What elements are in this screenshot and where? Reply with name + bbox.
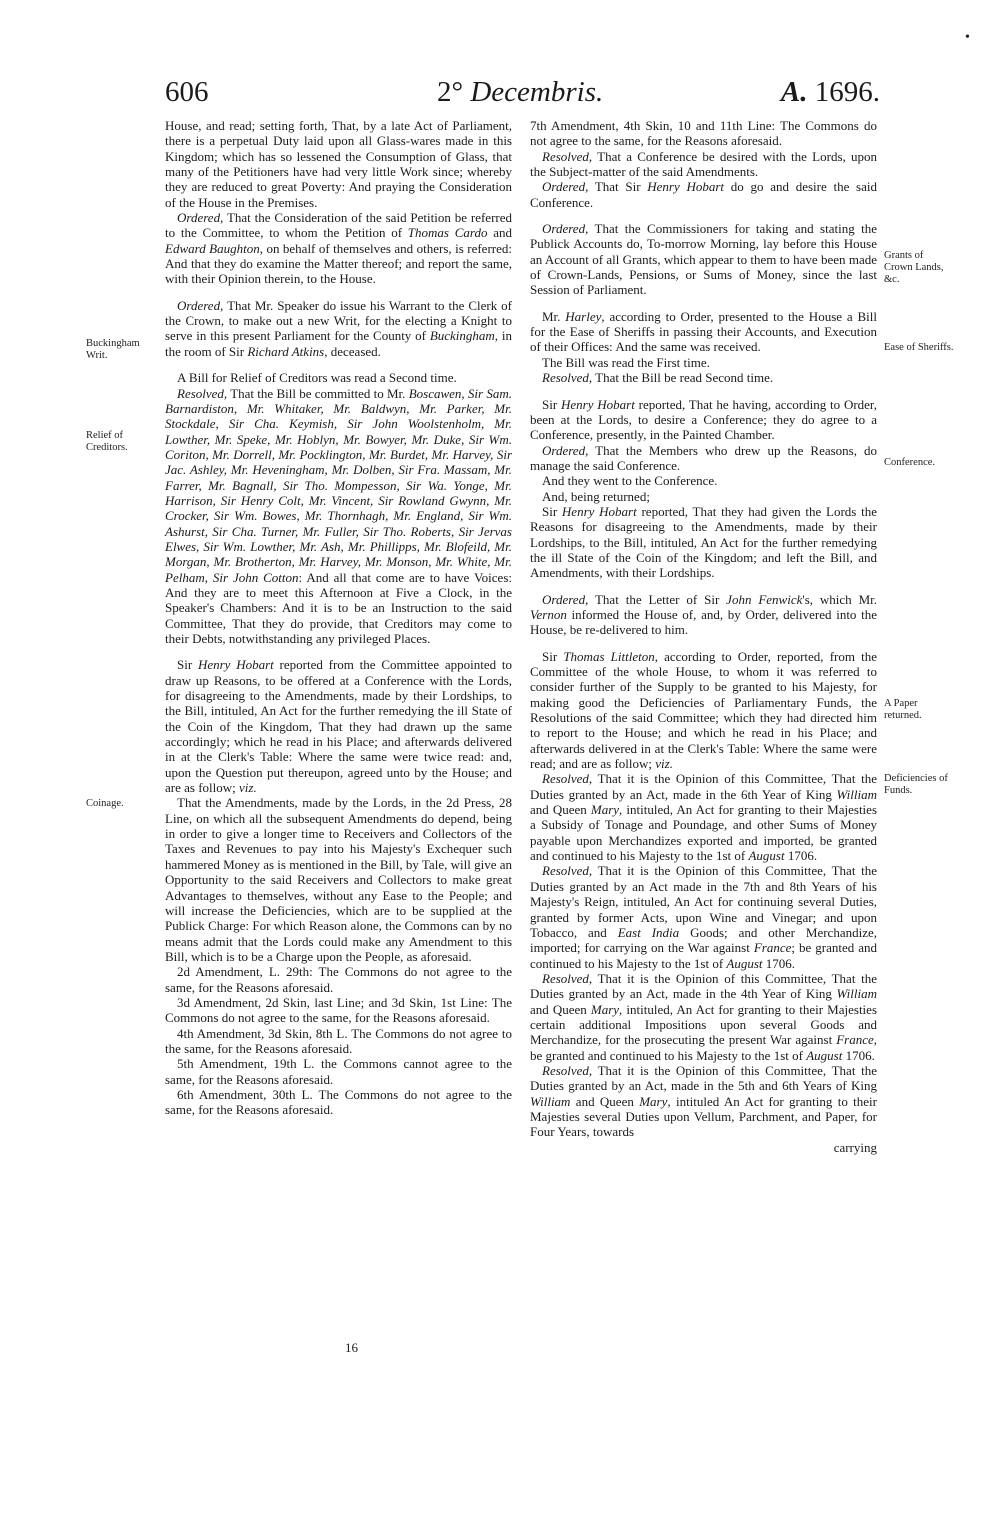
paragraph: Ordered, That Sir Henry Hobart do go and desire the said Conference. [530,179,878,210]
page-header [165,76,880,116]
paragraph: Sir Henry Hobart reported, That they had given the Lords the Reasons for disagreeing to the Amendments, made by their Lordships, to the Bill, intituled, An Act for the further remedying the ill State of the Coin of the Kingdom; and left the Bill, and Amendments, with their Lordships. [530,503,877,581]
catchword: carrying [833,1139,877,1155]
date-prefix: 2° [437,76,464,108]
paragraph: 7th Amendment, 4th Skin, 10 and 11th Line: The Commons do not agree to the same, for the Reasons aforesaid. [530,118,877,149]
paragraph: Resolved, That it is the Opinion of this Committee, That the Duties granted by an Act made in the 7th and 8th Years of his Majesty's Reign, intituled, An Act for continuing several Duties, granted by former Acts, upon Wine and Vinegar; and upon Tobacco, and East India Goods; and other Merchandize, imported; for carrying on the War against France; be granted and continued to his Majesty to the 1st of August 1706. [530,863,877,971]
page-year [781,76,880,109]
margin-note-paper-returned: A Paper returned. [884,698,922,721]
margin-note-buckingham-writ: Buckingham Writ. [86,338,140,361]
page-date [437,76,603,109]
paragraph: Ordered, That the Commissioners for taking and stating the Publick Accounts do, To-morrow Morning, lay before this House an Account of all Grants, which appear to them to have been made of Crown-Lands, Pensions, or Sums of Money, since the last Session of Parliament. [530,221,877,298]
paragraph: Resolved, That the Bill be read Second time. [542,370,774,386]
right-column [530,118,877,1155]
margin-note-ease-of-sheriffs: Ease of Sheriffs. [884,342,954,353]
paragraph: 4th Amendment, 3d Skin, 8th L. The Commons do not agree to the same, for the Reasons aforesaid. [165,1025,512,1056]
paragraph: And, being returned; [542,488,650,504]
margin-note-conference: Conference. [884,457,936,468]
paragraph: Sir Henry Hobart reported from the Committee appointed to draw up Reasons, to be offered at a Conference with the Lords, for disagreeing to the Amendments, made by their Lordships, to the Bill, intituled, An Act for the further remedying the ill State of the Coin of the Kingdom, That they had drawn up the same accordingly; which he read in his Place; and afterwards delivered in at the Clerk's Table: Where the same were twice read: and, upon the Question put thereupon, agreed unto by the House; and are as follow; viz. [165,657,513,796]
corner-mark: • [965,30,970,45]
paragraph: And they went to the Conference. [542,473,718,489]
paragraph: 6th Amendment, 30th L. The Commons do not agree to the same, for the Reasons aforesaid. [165,1086,512,1118]
paragraph: Resolved, That a Conference be desired with the Lords, upon the Subject-matter of the said Amendments. [530,148,877,180]
paragraph: Ordered, That the Letter of Sir John Fenwick's, which Mr. Vernon informed the House of, and, by Order, delivered into the House, be re-delivered to him. [530,591,877,638]
date-month: Decembris. [470,76,604,108]
margin-note-deficiencies: Deficiencies of Funds. [884,773,948,796]
paragraph: Resolved, That it is the Opinion of this Committee, That the Duties granted by an Act, made in the 6th Year of King William and Queen Mary, intituled, An Act for granting to their Majesties a Subsidy of Tonage and Poundage, and other Sums of Money payable upon Merchandizes exported and imported, be granted and continued to his Majesty to the 1st of August 1706. [530,771,878,864]
paragraph: Ordered, That the Consideration of the said Petition be referred to the Committee, to whom the Petition of Thomas Cardo and Edward Baughton, on behalf of themselves and others, is referred: And that they do examine the Matter thereof; and report the same, with their Opinion therein, to the House. [165,210,512,287]
margin-note-grants: Grants of Crown Lands, &c. [884,250,944,285]
paragraph: Ordered, That the Members who drew up the Reasons, do manage the said Conference. [530,442,877,473]
signature-mark: 16 [345,1340,358,1355]
paragraph: That the Amendments, made by the Lords, in the 2d Press, 28 Line, on which all the subsequent Amendments do depend, being in order to give a longer time to Receivers and Collectors of the Taxes and Revenues to pay into his Majesty's Exchequer such hammered Money as is mentioned in the Bill, by Tale, will give an Opportunity to the said Receivers and Collectors to make great Advantages to themselves, without any Ease to the People; and will increase the Deficiencies, which are to be supplied at the Publick Charge: For which Reason alone, the Commons can by no means admit that the Lords could make any Amendment to this Bill, which is to be a Charge upon the People, as aforesaid. [165,795,512,964]
paragraph: The Bill was read the First time. [542,354,710,370]
paragraph: Sir Henry Hobart reported, That he having, according to Order, been at the Lords, to desire a Conference; they do agree to a Conference, presently, in the Painted Chamber. [530,396,877,443]
paragraph: Resolved, That it is the Opinion of this Committee, That the Duties granted by an Act, made in the 5th and 6th Years of King William and Queen Mary, intituled An Act for granting to their Majesties several Duties upon Vellum, Parchment, and Paper, for Four Years, towards [530,1062,877,1140]
paragraph: House, and read; setting forth, That, by a late Act of Parliament, there is a perpetual Duty laid upon all Glass-wares made in this Kingdom; which has so lessened the Consumption of Glass, that many of the Petitioners have had very little Work since; whereby they are reduced to great Poverty: And praying the Consideration of the House in the Premises. [165,118,512,210]
margin-note-coinage: Coinage. [86,798,124,809]
paragraph: Mr. Harley, according to Order, presented to the House a Bill for the Ease of Sheriffs in passing their Accounts, and Execution of their Offices: And the same was received. [530,308,877,355]
paragraph: Ordered, That Mr. Speaker do issue his Warrant to the Clerk of the Crown, to make out a new Writ, for the electing a Knight to serve in this present Parliament for the County of Buckingham, in the room of Sir Richard Atkins, deceased. [165,297,512,359]
paragraph: A Bill for Relief of Creditors was read a Second time. [177,370,457,386]
paragraph: Resolved, That it is the Opinion of this Committee, That the Duties granted by an Act, made in the 4th Year of King William and Queen Mary, intituled, An Act for granting to their Majesties certain additional Impositions upon several Goods and Merchandize, for the prosecuting the present War against France, be granted and continued to his Majesty to the 1st of August 1706. [530,970,878,1063]
year-number: 1696. [814,76,880,108]
left-column [165,118,512,1118]
paragraph: 2d Amendment, L. 29th: The Commons do not agree to the same, for the Reasons aforesaid. [165,964,512,995]
paragraph: 3d Amendment, 2d Skin, last Line; and 3d Skin, 1st Line: The Commons do not agree to the same, for the Reasons aforesaid. [165,994,512,1026]
margin-note-relief-of-creditors: Relief of Creditors. [86,430,128,453]
paragraph: Resolved, That the Bill be committed to Mr. Boscawen, Sir Sam. Barnardiston, Mr. Whitaker, Mr. Baldwyn, Mr. Parker, Mr. Stockdale, Sir Cha. Keymish, Sir John Woolstenholm, Mr. Lowther, Mr. Speke, Mr. Hoblyn, Mr. Bowyer, Mr. Duke, Sir Wm. Coriton, Mr. Dorrell, Mr. Pocklington, Mr. Burdet, Mr. Harvey, Sir Jac. Ashley, Mr. Heveningham, Mr. Dolben, Sir Fra. Massam, Mr. Farrer, Mr. Bagnall, Sir Tho. Mompesson, Sir Wa. Yonge, Mr. Harrison, Sir Henry Colt, Mr. Vincent, Sir Rowland Gwynn, Mr. Crocker, Sir Wm. Bowes, Mr. Thornhagh, Mr. England, Sir Wm. Ashurst, Sir Cha. Turner, Mr. Fuller, Sir Tho. Roberts, Sir Jervas Elwes, Sir Wm. Lowther, Mr. Ash, Mr. Phillipps, Mr. Blofeild, Mr. Morgan, Mr. Brotherton, Mr. Harvey, Mr. Monson, Mr. White, Mr. Pelham, Sir John Cotton: And all that come are to have Voices: And they are to meet this Afternoon at Five a Clock, in the Speaker's Chambers: And it is to be an Instruction to the said Committee, That they do provide, that Creditors may come to their Debts, notwithstanding any privileged Places. [165,385,512,646]
paragraph: Sir Thomas Littleton, according to Order, reported, from the Committee of the whole House, to whom it was referred to consider further of the Supply to be granted to his Majesty, for making good the Deficiencies of Parliamentary Funds, the Resolutions of the said Committee; which they had directed him to report to the House; and which he read in his Place; and afterwards delivered in at the Clerk's Table: Where the same were read; and are as follow; viz. [530,648,877,772]
year-prefix: A. [780,76,808,108]
page-number: 606 [165,76,209,108]
paragraph: 5th Amendment, 19th L. the Commons cannot agree to the same, for the Reasons aforesaid. [165,1056,512,1087]
